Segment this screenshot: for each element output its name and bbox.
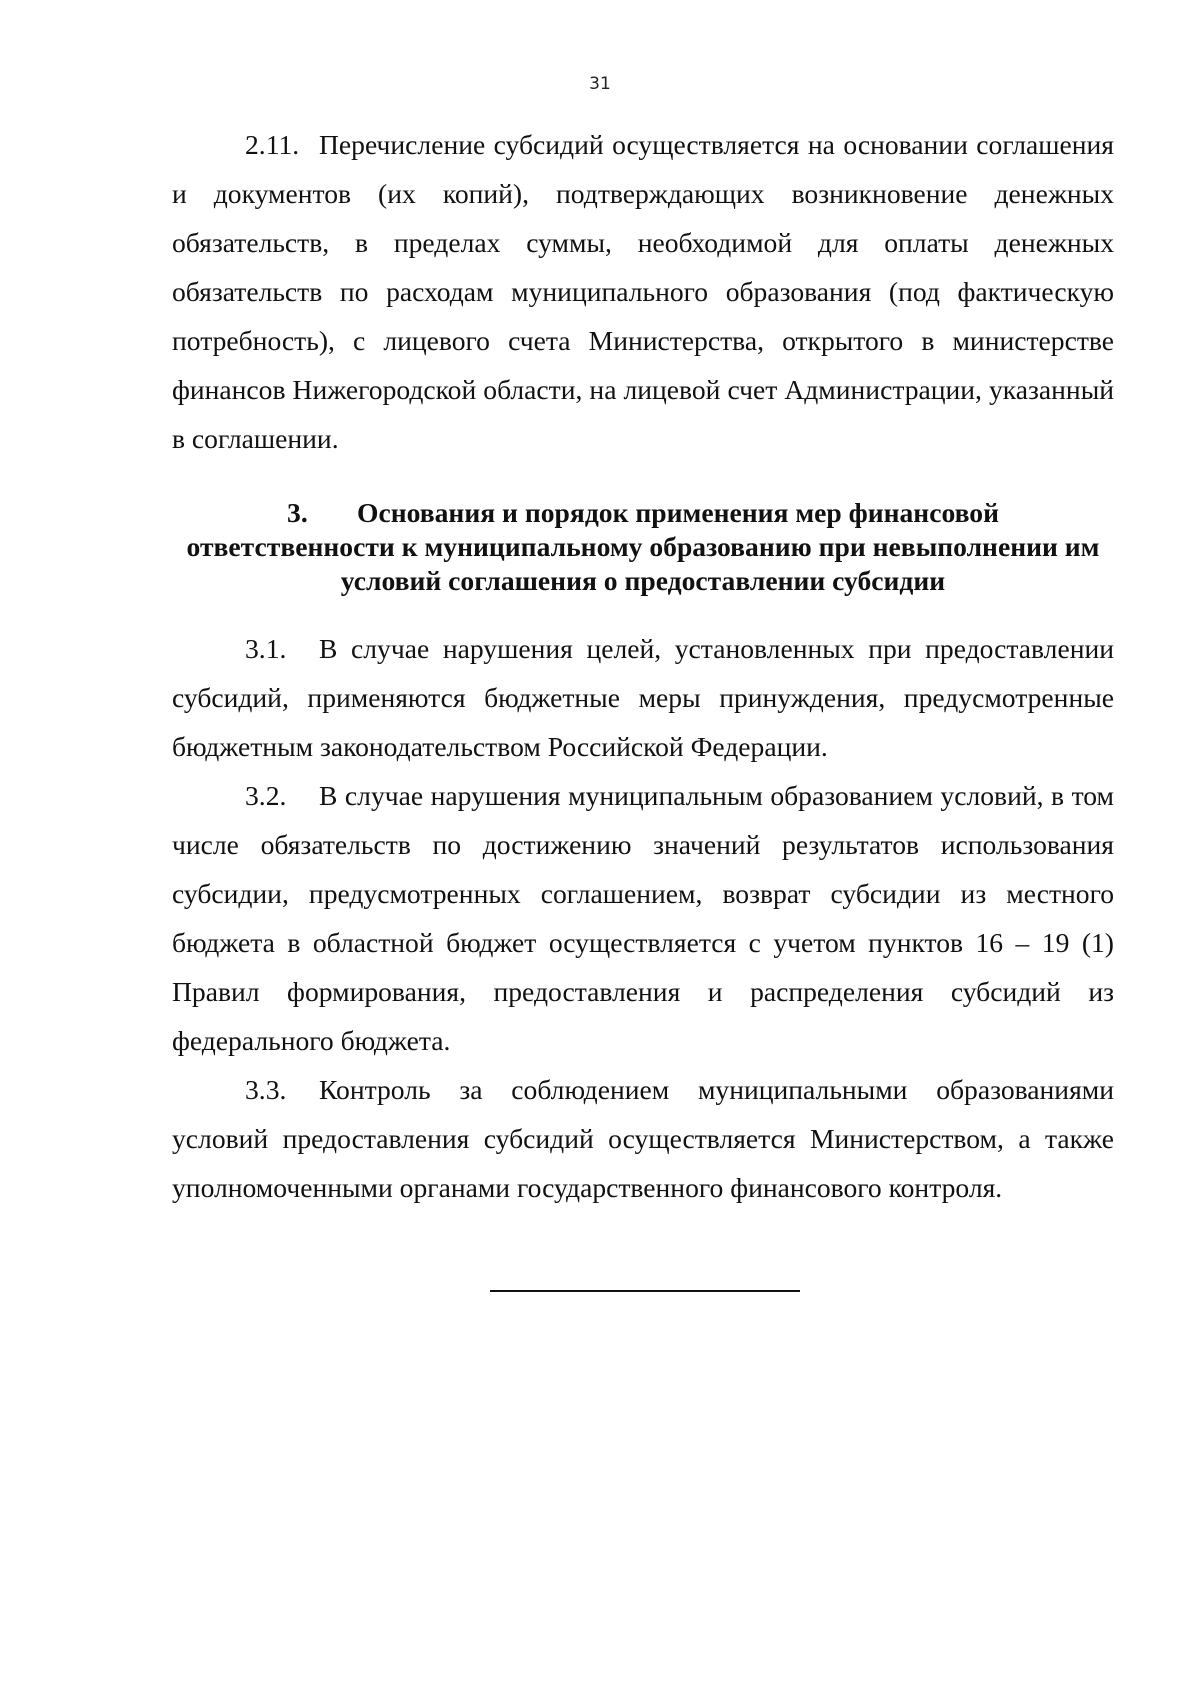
section-3-heading bbox=[172, 496, 1114, 598]
clause-3-2 bbox=[172, 771, 1114, 1065]
section-title-part-3: условий соглашения о предоставлении субсидии bbox=[340, 565, 946, 596]
page-number: 31 bbox=[589, 74, 611, 94]
clause-text: В случае нарушения целей, установленных при предоставлении субсидий, применяются бюджетные меры принуждения, предусмотренные бюджетным законодательством Российской Федерации. bbox=[172, 633, 1114, 762]
clause-text: В случае нарушения муниципальным образованием условий, в том числе обязательств по достижению значений результатов использования субсидии, предусмотренных соглашением, возврат субсидии из местного бюджета в областной бюджет осуществляется с учетом пунктов 16 – 19 (1) Правил формирования, предоставления и распределения субсидий из федерального бюджета. bbox=[172, 780, 1114, 1056]
clause-number: 3.1. bbox=[245, 633, 287, 664]
section-number: 3. bbox=[287, 497, 308, 528]
section-title-part-1: Основания и порядок применения мер финансовой bbox=[357, 497, 999, 528]
clause-text: Перечисление субсидий осуществляется на основании соглашения и документов (их копий), подтверждающих возникновение денежных обязательств, в пределах суммы, необходимой для оплаты денежных обязательств по расходам муниципального образования (под фактическую потребность), с лицевого счета Министерства, открытого в министерстве финансов Нижегородской области, на лицевой счет Администрации, указанный в соглашении. bbox=[172, 129, 1114, 454]
clause-number: 3.3. bbox=[245, 1074, 287, 1105]
clause-2-11-paragraph bbox=[172, 120, 1114, 463]
clause-number: 2.11. bbox=[245, 129, 300, 160]
section-3-clauses bbox=[172, 624, 1114, 1212]
section-title-part-2: ответственности к муниципальному образованию при невыполнении им bbox=[186, 531, 1100, 562]
section-3-heading-line-1 bbox=[172, 496, 1114, 530]
clause-3-1 bbox=[172, 624, 1114, 771]
clause-3-3 bbox=[172, 1065, 1114, 1212]
clause-2-11 bbox=[172, 120, 1114, 463]
clause-text: Контроль за соблюдением муниципальными образованиями условий предоставления субсидий осуществляется Министерством, а также уполномоченными органами государственного финансового контроля. bbox=[172, 1074, 1114, 1203]
end-of-document-rule bbox=[490, 1290, 800, 1292]
clause-number: 3.2. bbox=[245, 780, 287, 811]
